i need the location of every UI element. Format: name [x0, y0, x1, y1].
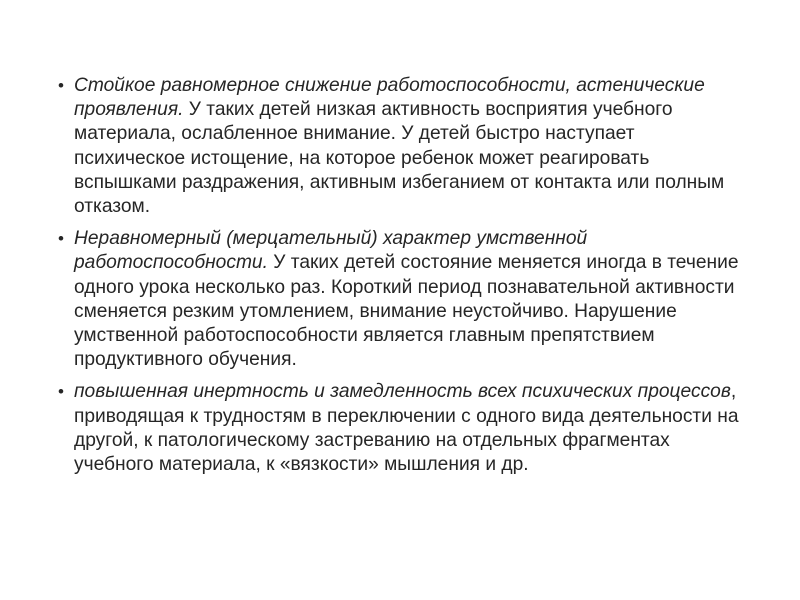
- item-body-text: У таких детей состояние меняется иногда в течение одного урока несколько раз. Короткий период познавательной активности сменяется резким утомлением, внимание неустойчиво. Нарушение умственной работоспособности является главным препятствием продуктивного обучения.: [74, 252, 739, 371]
- bullet-icon: •: [58, 382, 64, 402]
- list-item: [58, 380, 748, 477]
- item-lead-text: повышенная инертность и замедленность всех психических процессов: [74, 381, 731, 403]
- bullet-list: [58, 74, 748, 485]
- bullet-icon: •: [58, 229, 64, 249]
- item-lead-text: Стойкое равномерное снижение работоспособности, астенические проявления.: [74, 75, 705, 121]
- item-body-text: , приводящая к трудностям в переключении с одного вида деятельности на другой, к патологическому застреванию на отдельных фрагментах учебного материала, к «вязкости» мышления и др.: [74, 381, 739, 476]
- item-lead-text: Неравномерный (мерцательный) характер умственной работоспособности.: [74, 228, 588, 274]
- list-item: [58, 74, 748, 219]
- list-item: [58, 227, 748, 372]
- item-body-text: У таких детей низкая активность восприятия учебного материала, ослабленное внимание. У детей быстро наступает психическое истощение, на которое ребенок может реагировать вспышками раздражения, активным избеганием от контакта или полным отказом.: [74, 99, 725, 218]
- bullet-icon: •: [58, 76, 64, 95]
